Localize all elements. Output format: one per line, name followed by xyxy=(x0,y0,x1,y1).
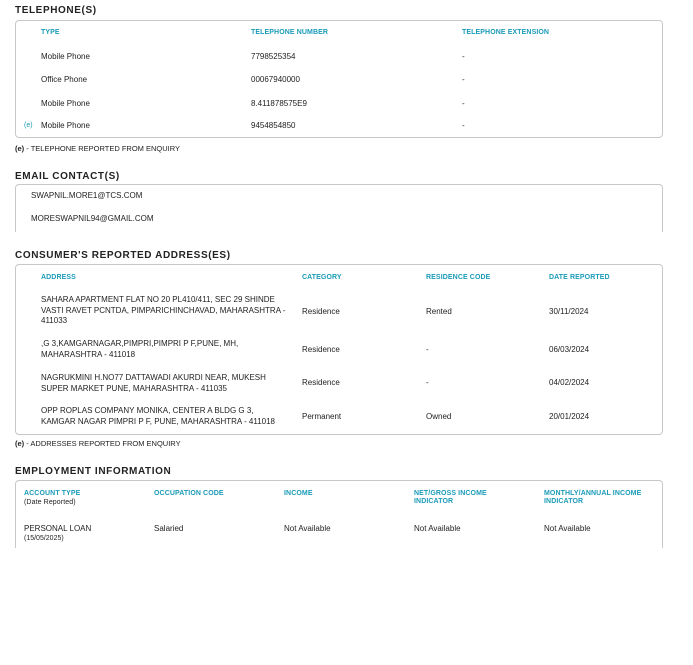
phone-type: Mobile Phone xyxy=(41,52,90,61)
date-reported: 04/02/2024 xyxy=(549,378,590,387)
residence-code: - xyxy=(426,378,429,387)
phone-number: 9454854850 xyxy=(251,121,296,130)
phone-number: 7798525354 xyxy=(251,52,296,61)
phone-number: 8.411878575E9 xyxy=(251,99,307,108)
col-date-reported-header: DATE REPORTED xyxy=(549,274,610,281)
col-account-type-header xyxy=(24,490,80,507)
date-reported-value: (15/05/2025) xyxy=(24,534,64,542)
col-residence-code-header: RESIDENCE CODE xyxy=(426,274,491,281)
address-text: OPP ROPLAS COMPANY MONIKA, CENTER A BLDG G 3, KAMGAR NAGAR PIMPRI P F, PUNE, MAHARASHTRA - 411018 xyxy=(41,406,275,426)
date-reported: 20/01/2024 xyxy=(549,412,590,421)
email-item: SWAPNIL.MORE1@TCS.COM xyxy=(31,191,143,200)
emails-box xyxy=(15,184,663,232)
email-item: MORESWAPNIL94@GMAIL.COM xyxy=(31,214,154,223)
note-marker: (e) xyxy=(15,439,25,448)
note-text: - ADDRESSES REPORTED FROM ENQUIRY xyxy=(24,439,181,448)
residence-code: - xyxy=(426,345,429,354)
col-income-header: INCOME xyxy=(284,490,313,497)
telephones-table xyxy=(15,20,663,138)
enquiry-marker: (e) xyxy=(24,122,33,129)
phone-extension: - xyxy=(462,75,465,84)
account-type xyxy=(24,524,91,543)
address-category: Residence xyxy=(302,345,340,354)
note-text: - TELEPHONE REPORTED FROM ENQUIRY xyxy=(24,144,181,153)
col-category-header: CATEGORY xyxy=(302,274,342,281)
address-text: NAGRUKMINI H.NO77 DATTAWADI AKURDI NEAR, MUKESH SUPER MARKET PUNE, MAHARASHTRA - 411035 xyxy=(41,373,266,393)
note-marker: (e) xyxy=(15,144,25,153)
phone-type: Mobile Phone xyxy=(41,99,90,108)
net-gross-value: Not Available xyxy=(414,524,461,533)
residence-code: Rented xyxy=(426,307,452,316)
account-type-value: PERSONAL LOAN xyxy=(24,524,92,533)
col-number-header: TELEPHONE NUMBER xyxy=(251,29,329,36)
emails-title: EMAIL CONTACT(S) xyxy=(15,171,120,182)
phone-number: 00067940000 xyxy=(251,75,300,84)
phone-type: Office Phone xyxy=(41,75,88,84)
address-category: Permanent xyxy=(302,412,342,421)
address-category: Residence xyxy=(302,378,340,387)
date-reported: 06/03/2024 xyxy=(549,345,590,354)
col-monthly-annual-header: MONTHLY/ANNUAL INCOME INDICATOR xyxy=(544,490,642,505)
income-value: Not Available xyxy=(284,524,331,533)
monthly-annual-value: Not Available xyxy=(544,524,591,533)
col-occupation-code-header: OCCUPATION CODE xyxy=(154,490,224,497)
address-text: ,G 3,KAMGARNAGAR,PIMPRI,PIMPRI P F,PUNE, MH, MAHARASHTRA - 411018 xyxy=(41,339,239,359)
col-address-header: ADDRESS xyxy=(41,274,76,281)
col-net-gross-header: NET/GROSS INCOME INDICATOR xyxy=(414,490,487,505)
col-type-header: TYPE xyxy=(41,29,60,36)
telephones-title: TELEPHONE(S) xyxy=(15,5,97,16)
addresses-table xyxy=(15,264,663,435)
addresses-note xyxy=(15,439,181,448)
date-reported-sub-header: (Date Reported) xyxy=(24,499,76,506)
phone-extension: - xyxy=(462,52,465,61)
account-type-header-label: ACCOUNT TYPE xyxy=(24,490,81,497)
employment-title: EMPLOYMENT INFORMATION xyxy=(15,466,172,477)
addresses-title: CONSUMER'S REPORTED ADDRESS(ES) xyxy=(15,250,231,261)
phone-extension: - xyxy=(462,99,465,108)
date-reported: 30/11/2024 xyxy=(549,307,589,316)
telephones-note xyxy=(15,144,180,153)
address-text: SAHARA APARTMENT FLAT NO 20 PL410/411, SEC 29 SHINDE VASTI RAVET PCNTDA, PIMPARICHINCHAVAD, MAHARASHTRA - 411033 xyxy=(41,295,286,325)
col-extension-header: TELEPHONE EXTENSION xyxy=(462,29,550,36)
occupation-code: Salaried xyxy=(154,524,184,533)
phone-extension: - xyxy=(462,121,465,130)
residence-code: Owned xyxy=(426,412,452,421)
address-category: Residence xyxy=(302,307,340,316)
phone-type: Mobile Phone xyxy=(41,121,90,130)
employment-table xyxy=(15,480,663,548)
